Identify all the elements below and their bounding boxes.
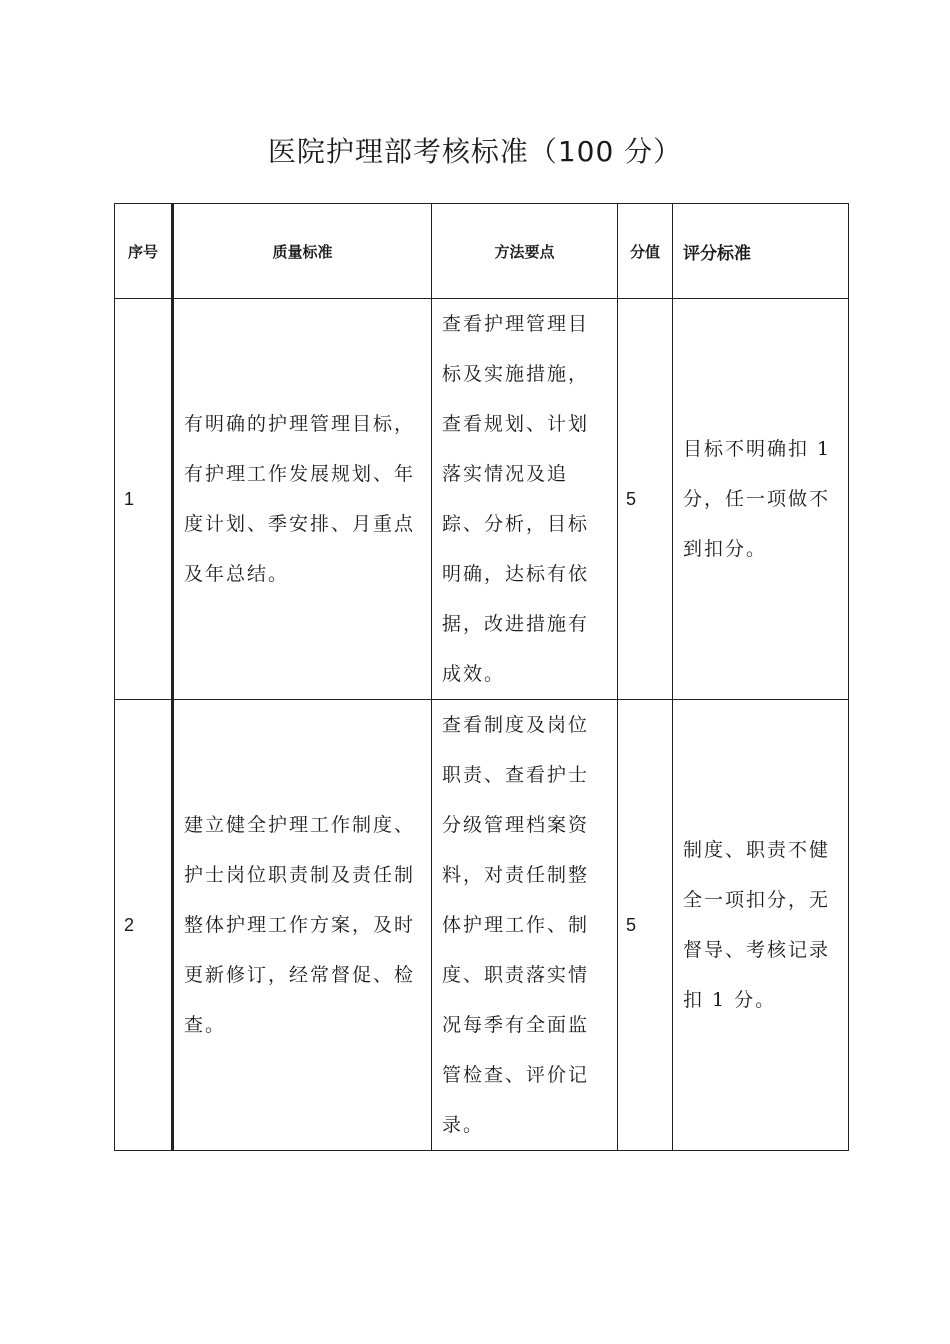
table-row [115,299,849,700]
row-method: 查看制度及岗位职责、查看护士分级管理档案资料，对责任制整体护理工作、制度、职责落实情况每季有全面监管检查、评价记录。 [432,700,618,1151]
criteria-table [114,203,849,1151]
table-row [115,700,849,1151]
row-method: 查看护理管理目标及实施措施，查看规划、计划落实情况及追踪、分析，目标明确，达标有依据，改进措施有成效。 [432,299,618,700]
row-index: 2 [115,700,173,1151]
row-scoring-rule: 制度、职责不健全一项扣分，无督导、考核记录扣 1 分。 [673,700,849,1151]
header-quality-standard: 质量标准 [173,204,432,299]
header-scoring-rule: 评分标准 [673,204,849,299]
row-quality-standard: 有明确的护理管理目标，有护理工作发展规划、年度计划、季安排、月重点及年总结。 [173,299,432,700]
row-score: 5 [618,700,673,1151]
row-index: 1 [115,299,173,700]
header-score: 分值 [618,204,673,299]
row-quality-standard: 建立健全护理工作制度、护士岗位职责制及责任制整体护理工作方案，及时更新修订，经常督促、检查。 [173,700,432,1151]
row-scoring-rule: 目标不明确扣 1 分，任一项做不到扣分。 [673,299,849,700]
table-header-row [115,204,849,299]
header-method: 方法要点 [432,204,618,299]
page-title: 医院护理部考核标准（100 分） [267,135,683,168]
header-index: 序号 [115,204,173,299]
row-score: 5 [618,299,673,700]
